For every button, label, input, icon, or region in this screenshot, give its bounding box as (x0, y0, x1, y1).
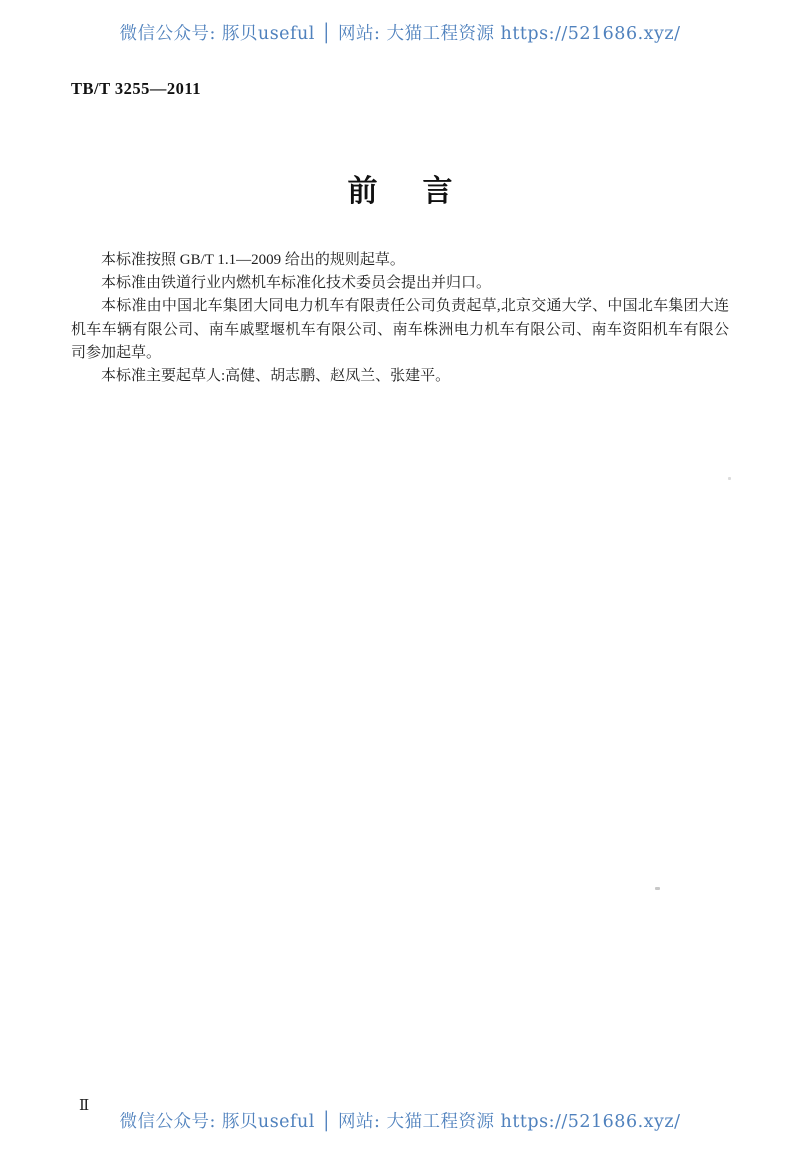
paragraph-drafters: 本标准主要起草人:高健、胡志鹏、赵凤兰、张建平。 (101, 368, 451, 385)
scan-speck (728, 477, 731, 480)
page-number: Ⅱ (79, 1098, 90, 1114)
standard-number: TB/T 3255—2011 (71, 79, 202, 98)
watermark-bottom: 微信公众号: 豚贝useful │ 网站: 大猫工程资源 https://521686.xyz/ (119, 1112, 681, 1132)
paragraph-proposed-by: 本标准由铁道行业内燃机车标准化技术委员会提出并归口。 (101, 275, 492, 292)
foreword-body (71, 249, 729, 388)
scan-speck (655, 887, 660, 890)
paragraph-drafting-organizations: 本标准由中国北车集团大同电力机车有限责任公司负责起草,北京交通大学、中国北车集团大连机车车辆有限公司、南车戚墅堰机车有限公司、南车株洲电力机车有限公司、南车资阳机车有限公司参加起草。 (71, 298, 729, 361)
paragraph-rules: 本标准按照 GB/T 1.1—2009 给出的规则起草。 (101, 252, 405, 268)
page-title: 前言 (347, 175, 498, 208)
watermark-top: 微信公众号: 豚贝useful │ 网站: 大猫工程资源 https://521686.xyz/ (119, 24, 681, 44)
